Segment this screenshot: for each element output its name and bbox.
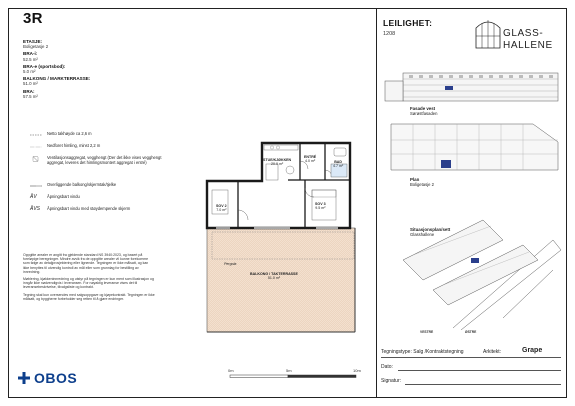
note: Oppgitte arealer er angitt fra gjeldende standard NS 3940:2023, og basert på foreløpige beregninger. Mindre avvik fra de oppgitte arealer vil kunne forekomme som følge av detaljprosjektering eller lignende. Tegningen er ikke målsatt, og kan ikke benyttes til utvendig kontroll av mål eller som grunnlag for bestilling av innredning. — [23, 253, 149, 274]
field-value: 57.5 m² — [23, 93, 38, 99]
signature-rule — [381, 357, 561, 358]
signature-label: Signatur: — [381, 378, 402, 384]
room-label: STUE/KJØKKEN 20.0 m² — [263, 158, 292, 167]
note: Tegning skal kun oversendes med salgsoppgave og kjøpekontrakt. Tegningen er ikke målsatt, og byggherre forbeholder seg retten til å gjøre endringer. — [23, 292, 155, 301]
scale-bar: 0m 5m 10m — [190, 368, 370, 388]
glasshallene-logo-icon — [474, 18, 502, 50]
facade-caption: Fasade vest Sørøstfasaden — [410, 106, 438, 116]
unit-code: 3R — [23, 10, 43, 27]
compass-label: VESTRE — [420, 330, 434, 334]
drawing-type: Tegningstype: Salg /Kontraktstegning — [381, 349, 464, 355]
obos-logo-icon — [18, 372, 30, 384]
dotted-line-icon — [30, 144, 42, 150]
window-symbol-icon: ÅVS — [30, 206, 41, 212]
field-label: BRA: — [23, 88, 35, 94]
field-value: Boligetasje 2 — [23, 44, 49, 50]
apartment-header: LEILIGHET: — [383, 18, 433, 28]
dashed-line-icon — [30, 132, 42, 138]
site-plan-drawing — [383, 200, 563, 330]
hatched-line-icon — [30, 183, 42, 189]
compass-label: ØSTRE — [465, 330, 477, 334]
obos-logo: OBOS — [18, 370, 77, 386]
architect-value: Grape — [522, 347, 543, 354]
room-label: SOV 3 9.5 m² — [315, 202, 326, 211]
plan-key-drawing — [383, 120, 563, 175]
notes — [23, 253, 155, 304]
site-caption: Situasjonsplan/sett Glasshallene — [410, 227, 451, 237]
field-label: BALKONG / MARKTERRASSE: — [23, 76, 91, 82]
ventilation-unit-icon — [30, 156, 42, 162]
field-value: 5.0 m² — [23, 69, 36, 75]
floor-plan-sheet: 3R ETASJE: Boligetasje 2 BRA-i: 52.5 m² BRA-e (sportsbod): 5.0 m² BALKONG / MARKTERRASSE: 51.0 m² BRA: 57.5 m² Netto takhøyde ca 2,6 m Nedforet himling, minst 2,2 m Ventilasjonsaggregat, vegghengt (Der det ikke vises vegghengt aggregat, leveres det himlingsmontert aggregat i entré) Overliggende balkong/skjermtak/tjelke ÅV Åpningsbart vindu ÅVS Åpningsbart vindu med støydempende skjerm STUE/KJØKKEN 20.0 m² ENTRÉ 4.0 m² BAD 4.7 m² SOV 2 7.0 m² SOV 3 9.5 m² BALKONG / TAKTERRASSE 51.0 m² Pergola Oppgitte arealer er angitt fra gjeldende standard NS 3940:2023, og basert på foreløpige beregninger. Mindre avvik fra de oppgitte arealer vil kunne forekomme som følge av detaljprosjektering eller lignende. Tegningen er ikke målsatt, og kan ikke benyttes til utvendig kontroll av mål eller som grunnlag for bestilling av innredning. Møblering, kjøkkeninnredning og utstyr på tegningen er kun ment som illustrasjon og inngår ikke nødvendigvis i leveransen. For nøyaktig leveranse vises det til leveransebeskrivelse, tilvalgsliste og kontrakt. Tegning skal kun oversendes med salgsoppgave og kjøpekontrakt. Tegningen er ikke målsatt, og byggherre forbeholder seg retten til å gjøre endringer. OBOS 0m 5m 10m LEILIGHET: 1208 GLASS- HALLENE Fasade vest Sørøstfasaden Plan Boligetasje 2 Situasjonsplan/sett Glasshallene VESTRE ØSTRE Tegningstype: Salg /Kontraktstegning Arkitekt: Grape Dato: Signatur: — [0, 0, 575, 406]
unit-info — [23, 37, 103, 99]
date-label: Dato: — [381, 364, 393, 370]
note: Møblering, kjøkkeninnredning og utstyr på tegningen er kun ment som illustrasjon og inngår ikke nødvendigvis i leveransen. For nøyaktig leveranse vises det til leveransebeskrivelse, tilvalgsliste og kontrakt. — [23, 277, 154, 290]
apartment-number: 1208 — [383, 31, 396, 37]
window-symbol-icon: ÅV — [30, 194, 37, 200]
room-label: ENTRÉ 4.0 m² — [304, 155, 317, 164]
plan-caption: Plan Boligetasje 2 — [410, 177, 434, 187]
field-label: BRA-i: — [23, 51, 38, 57]
room-label: SOV 2 7.0 m² — [216, 204, 227, 213]
field-value: 51.0 m² — [23, 81, 38, 87]
date-line — [398, 370, 561, 371]
panel-divider — [376, 8, 377, 398]
architect-label: Arkitekt: — [483, 349, 502, 355]
room-label: BALKONG / TAKTERRASSE 51.0 m² — [250, 272, 298, 281]
pergola-label: Pergola — [224, 262, 237, 266]
floor-plan — [150, 128, 365, 373]
facade-drawing — [383, 67, 563, 103]
signature-line — [405, 384, 561, 385]
glasshallene-logo: GLASS- HALLENE — [474, 18, 502, 55]
field-label: ETASJE: — [23, 39, 43, 44]
field-value: 52.5 m² — [23, 56, 38, 62]
field-label: BRA-e (sportsbod): — [23, 63, 66, 69]
room-label: BAD 4.7 m² — [333, 160, 344, 169]
